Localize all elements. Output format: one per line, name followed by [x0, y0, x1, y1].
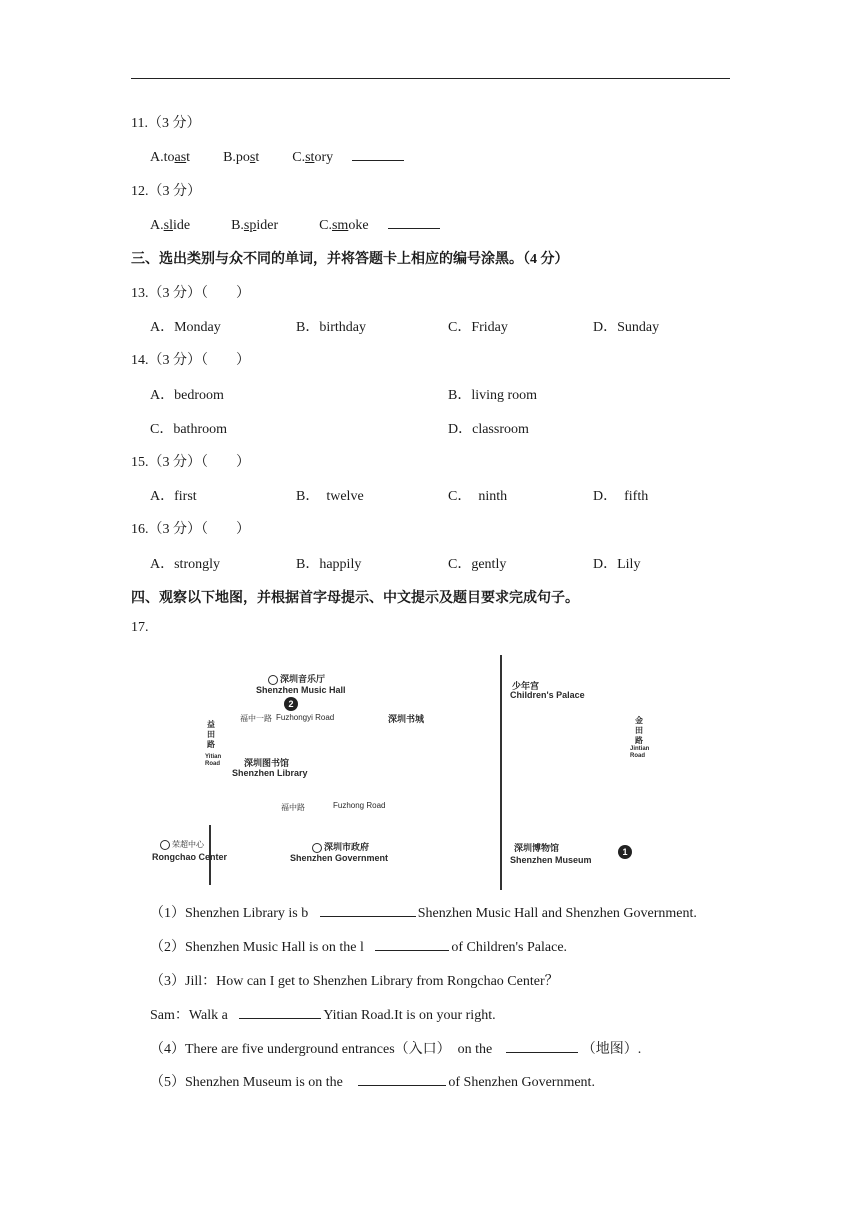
- map-jintian-cn: 金田路: [635, 716, 643, 745]
- q14-option-b[interactable]: B．living room: [448, 388, 538, 403]
- q13-option-a[interactable]: A．Monday: [150, 320, 221, 335]
- q16-heading: 16.（3 分）（ ）: [131, 522, 250, 537]
- q13-option-c[interactable]: C．Friday: [448, 320, 508, 335]
- q13-option-d[interactable]: D．Sunday: [593, 320, 660, 335]
- q16-option-a[interactable]: A．strongly: [150, 557, 220, 572]
- q12-option-a: A.slide: [150, 218, 191, 233]
- map-library-en: Shenzhen Library: [232, 768, 308, 778]
- map-bookcity-cn: 深圳书城: [388, 714, 425, 724]
- map-library-cn: 深圳图书馆: [244, 758, 290, 768]
- jintian-road-line: [500, 655, 502, 890]
- s3-question: （3）Jill：How can I get to Shenzhen Library from Rongchao Center？: [150, 974, 559, 989]
- q11-option-b: B.post: [223, 150, 260, 165]
- s4-line: （4）There are five underground entrances（入口） on the （地图）.: [150, 1038, 641, 1058]
- map-rongchao-en: Rongchao Center: [152, 852, 228, 862]
- q15-option-d[interactable]: D． fifth: [593, 489, 649, 504]
- map-fuzhong-en: Fuzhong Road: [333, 801, 386, 810]
- q17-heading: 17.: [131, 620, 149, 635]
- q12-option-b: B.spider: [231, 218, 279, 233]
- map-yitian-en: Yitian Road: [205, 754, 222, 767]
- q11-option-a: A.toast: [150, 150, 191, 165]
- q11-answer-blank[interactable]: [352, 146, 404, 161]
- q16-option-d[interactable]: D．Lily: [593, 557, 641, 572]
- map-badge-1: 1: [618, 845, 632, 859]
- map-rongchao-cn: 荣超中心: [160, 839, 204, 850]
- map-museum-en: Shenzhen Museum: [510, 855, 592, 865]
- s5-answer-blank[interactable]: [358, 1071, 446, 1086]
- location-pin-icon: [160, 840, 170, 850]
- q12-options: [150, 214, 440, 234]
- q14-option-c[interactable]: C．bathroom: [150, 422, 227, 437]
- header-rule: [131, 78, 730, 79]
- location-pin-icon: [268, 675, 278, 685]
- q14-option-d[interactable]: D．classroom: [448, 422, 529, 437]
- map-fuzhongyi-en: Fuzhongyi Road: [276, 713, 335, 722]
- map-figure: [148, 640, 668, 895]
- map-gov-en: Shenzhen Government: [290, 853, 389, 863]
- map-jintian-en: Jintian Road: [630, 746, 650, 759]
- q15-option-b[interactable]: B． twelve: [296, 489, 364, 504]
- s4-answer-blank[interactable]: [506, 1038, 578, 1053]
- s1-line: （1）Shenzhen Library is b Shenzhen Music Hall and Shenzhen Government.: [150, 902, 697, 922]
- s2-answer-blank[interactable]: [375, 936, 449, 951]
- q13-option-b[interactable]: B．birthday: [296, 320, 366, 335]
- map-music-hall-cn: 深圳音乐厅: [268, 672, 325, 685]
- q12-answer-blank[interactable]: [388, 214, 440, 229]
- map-palace-cn: 少年宫: [512, 681, 540, 691]
- map-music-hall-en: Shenzhen Music Hall: [256, 685, 346, 695]
- map-fuzhongyi-cn: 福中一路: [240, 714, 272, 723]
- q12-heading: 12.（3 分）: [131, 184, 201, 199]
- map-yitian-cn: 益田路: [207, 720, 215, 749]
- map-badge-2: 2: [284, 697, 298, 711]
- map-gov-cn: 深圳市政府: [312, 840, 369, 853]
- q11-heading: 11.（3 分）: [131, 116, 201, 131]
- q14-heading: 14.（3 分）（ ）: [131, 353, 250, 368]
- q12-option-c: C.smoke: [319, 218, 369, 233]
- section3-heading: 三、选出类别与众不同的单词，并将答题卡上相应的编号涂黑。（4 分）: [131, 252, 569, 267]
- q15-option-a[interactable]: A．first: [150, 489, 197, 504]
- map-museum-cn: 深圳博物馆: [514, 843, 560, 853]
- q11-option-c: C.story: [292, 150, 334, 165]
- s5-line: （5）Shenzhen Museum is on the of Shenzhen Government.: [150, 1071, 595, 1091]
- section4-heading: 四、观察以下地图，并根据首字母提示、中文提示及题目要求完成句子。: [131, 591, 579, 606]
- s1-answer-blank[interactable]: [320, 902, 416, 917]
- location-pin-icon: [312, 843, 322, 853]
- map-palace-en: Children's Palace: [510, 690, 585, 700]
- map-fuzhong-cn: 福中路: [281, 803, 305, 812]
- s2-line: （2）Shenzhen Music Hall is on the l of Children's Palace.: [150, 936, 567, 956]
- q16-option-c[interactable]: C．gently: [448, 557, 507, 572]
- s3-answer-blank[interactable]: [239, 1004, 321, 1019]
- q11-options: [150, 146, 404, 166]
- q16-option-b[interactable]: B．happily: [296, 557, 362, 572]
- q15-option-c[interactable]: C． ninth: [448, 489, 508, 504]
- s3-answer-line: Sam：Walk a Yitian Road.It is on your right.: [150, 1004, 496, 1024]
- q14-option-a[interactable]: A．bedroom: [150, 388, 224, 403]
- q15-heading: 15.（3 分）（ ）: [131, 455, 250, 470]
- q13-heading: 13.（3 分）（ ）: [131, 286, 250, 301]
